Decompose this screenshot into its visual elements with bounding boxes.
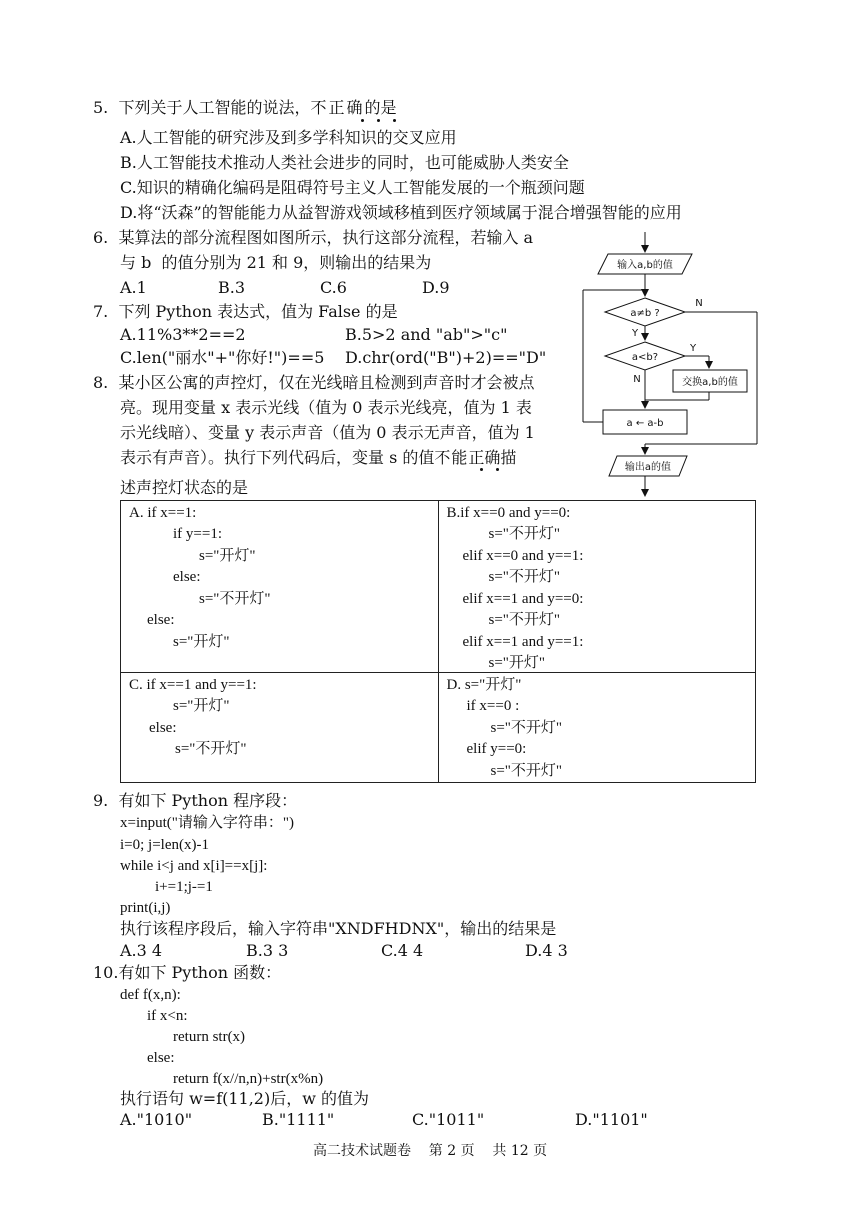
- q6-stem-line1: 6. 某算法的部分流程图如图所示，执行这部分流程，若输入 a: [93, 228, 534, 247]
- q6-stem-line2: 与 b 的值分别为 21 和 9，则输出的结果为: [120, 253, 432, 272]
- q6-option-d: D.9: [422, 278, 450, 297]
- q9-code-line: x=input("请输入字符串："): [120, 815, 295, 831]
- q6-option-b: B.3: [218, 278, 246, 297]
- q5-option-a: A.人工智能的研究涉及到多学科知识的交叉应用: [120, 128, 457, 147]
- q9-option-d: D.4 3: [525, 941, 568, 960]
- flowchart: [575, 230, 765, 498]
- emphasis-dot: [361, 119, 364, 122]
- q8-stem-line5: 述声控灯状态的是: [120, 478, 249, 497]
- flowchart-y-label: Y: [631, 328, 639, 339]
- q9-code-line: while i<j and x[i]==x[j]:: [120, 858, 268, 874]
- page-footer: 高二技术试题卷 第 2 页 共 12 页: [313, 1143, 548, 1159]
- q10-code-line: return f(x//n,n)+str(x%n): [173, 1071, 324, 1087]
- q8-stem-line3: 示光线暗）、变量 y 表示声音（值为 0 表示无声音，值为 1: [120, 423, 535, 442]
- q9-stem: 9. 有如下 Python 程序段：: [93, 791, 298, 810]
- q9-code-line: i=0; j=len(x)-1: [120, 837, 209, 853]
- flowchart-cond2-label: a<b?: [631, 352, 659, 363]
- q5-emphasis: 不正确: [310, 98, 365, 117]
- q6-option-a: A.1: [120, 278, 147, 297]
- q10-code-line: if x<n:: [147, 1008, 188, 1024]
- q7-stem: 7. 下列 Python 表达式，值为 False 的是: [93, 302, 398, 321]
- flowchart-output-label: 输出a的值: [624, 462, 672, 473]
- flowchart-cond1-label: a≠b ?: [630, 308, 660, 319]
- emphasis-dot: [480, 468, 483, 471]
- q10-code-line: def f(x,n):: [120, 987, 181, 1003]
- q8-options-table: [120, 500, 756, 783]
- q5-option-b: B.人工智能技术推动人类社会进步的同时，也可能威胁人类安全: [120, 153, 569, 172]
- q8-emphasis: 不能: [434, 448, 469, 467]
- q5-option-c: C.知识的精确化编码是阻碍符号主义人工智能发展的一个瓶颈问题: [120, 178, 585, 197]
- q10-option-c: C."1011": [412, 1110, 485, 1129]
- q5-option-d: D.将“沃森”的智能能力从益智游戏领域移植到医疗领域属于混合增强智能的应用: [120, 203, 682, 222]
- q7-option-a: A.11%3**2==2: [120, 325, 246, 344]
- emphasis-dot: [496, 468, 499, 471]
- q8-option-d-cell: D. s="开灯" if x==0 : s="不开灯" elif y==0: s="不开灯": [438, 673, 756, 783]
- flowchart-assign-label: a ← a-b: [626, 418, 664, 429]
- q10-code-line: return str(x): [173, 1029, 246, 1045]
- q8-option-c-cell: C. if x==1 and y==1: s="开灯" else: s="不开灯": [121, 673, 439, 783]
- q8-stem-line2: 亮。现用变量 x 表示光线（值为 0 表示光线亮，值为 1 表: [120, 398, 532, 417]
- q10-question: 执行语句 w=f(11,2)后，w 的值为: [120, 1089, 370, 1108]
- q5-stem: 5. 下列关于人工智能的说法，不正确的是: [93, 98, 397, 117]
- q9-option-a: A.3 4: [120, 941, 163, 960]
- q10-option-b: B."1111": [262, 1110, 335, 1129]
- q9-code-line: print(i,j): [120, 900, 171, 916]
- q9-option-c: C.4 4: [381, 941, 424, 960]
- q7-option-b: B.5>2 and "ab">"c": [345, 325, 508, 344]
- q8-option-b-cell: B.if x==0 and y==0: s="不开灯" elif x==0 and y==1: s="不开灯" elif x==1 and y==0: s="不开灯" elif x==1 and y==1: s="开灯": [438, 501, 756, 673]
- q10-stem: 10.有如下 Python 函数：: [93, 963, 282, 982]
- q8-option-a-cell: A. if x==1: if y==1: s="开灯" else: s="不开灯" else: s="开灯": [121, 501, 439, 673]
- flowchart-n-label: N: [633, 374, 641, 385]
- q8-stem-line4: 表示有声音）。执行下列代码后，变量 s 的值不能正确描: [120, 448, 517, 467]
- flowchart-swap-label: 交换a,b的值: [682, 377, 738, 388]
- q9-option-b: B.3 3: [246, 941, 289, 960]
- q7-option-c: C.len("丽水"+"你好!")==5: [120, 348, 325, 367]
- q10-code-line: else:: [147, 1050, 175, 1066]
- q9-question: 执行该程序段后，输入字符串"XNDFHDNX"，输出的结果是: [120, 919, 557, 938]
- q7-option-d: D.chr(ord("B")+2)=="D": [345, 348, 547, 367]
- q10-option-d: D."1101": [575, 1110, 648, 1129]
- q10-option-a: A."1010": [120, 1110, 193, 1129]
- q9-code-line: i+=1;j-=1: [155, 879, 213, 895]
- flowchart-y-label: Y: [689, 343, 697, 354]
- q6-option-c: C.6: [320, 278, 347, 297]
- q8-stem-line1: 8. 某小区公寓的声控灯，仅在光线暗且检测到声音时才会被点: [93, 373, 535, 392]
- emphasis-dot: [377, 119, 380, 122]
- emphasis-dot: [393, 119, 396, 122]
- flowchart-input-label: 输入a,b的值: [617, 260, 673, 271]
- flowchart-n-label: N: [695, 298, 703, 309]
